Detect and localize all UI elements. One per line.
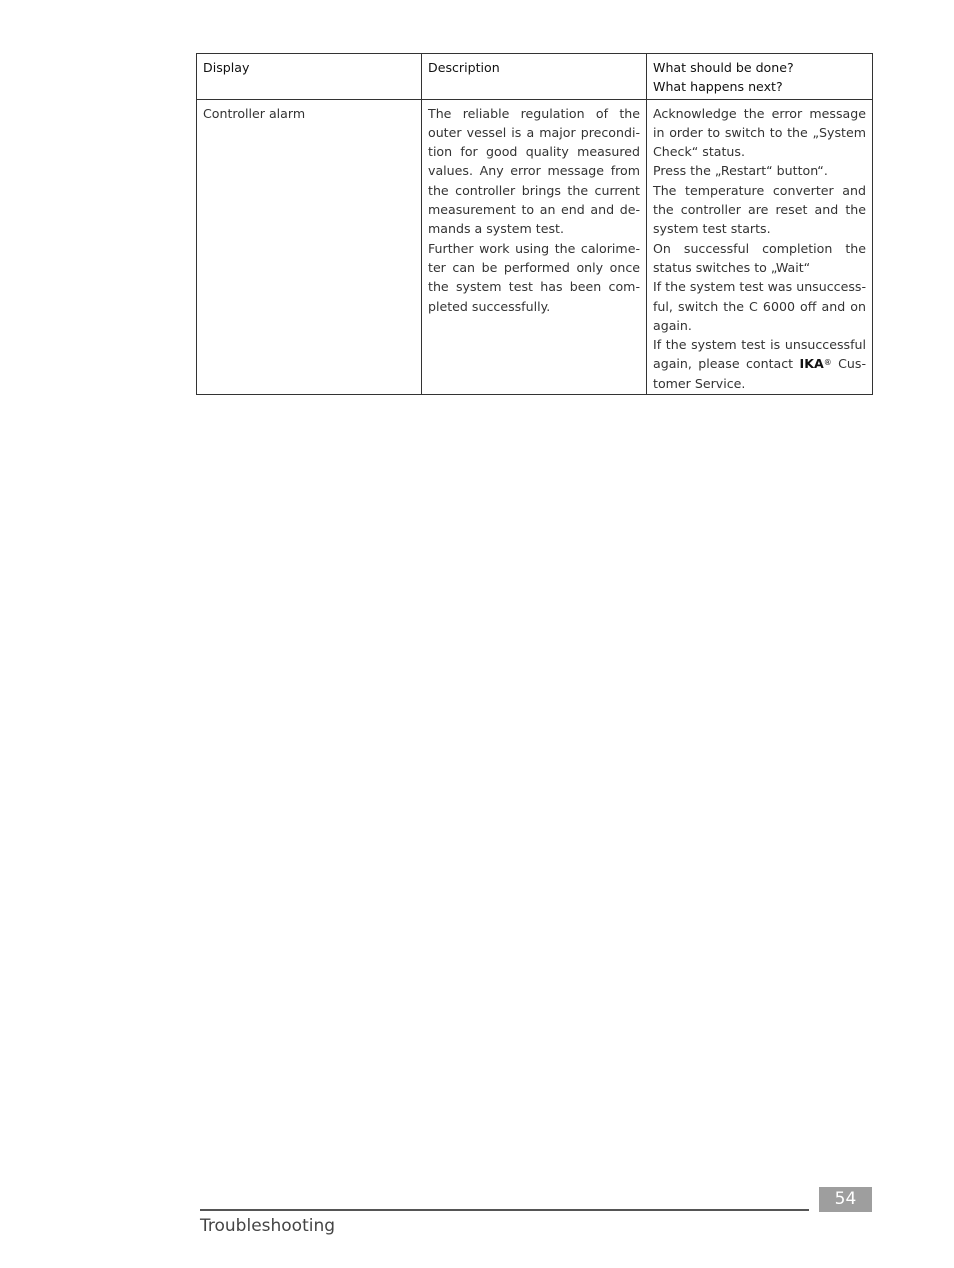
header-action xyxy=(647,54,873,100)
action-line: ful, switch the C 6000 off and on xyxy=(653,298,866,314)
header-description: Description xyxy=(422,54,647,100)
action-line: Press the „Restart“ button“. xyxy=(653,163,828,179)
description-line: the system test has been com- xyxy=(428,279,640,295)
action-line: status switches to „Wait“ xyxy=(653,259,811,275)
action-line: system test starts. xyxy=(653,221,771,237)
registered-mark: ® xyxy=(823,358,832,368)
description-line: The reliable regulation of the xyxy=(428,105,640,121)
description-line: values. Any error message from xyxy=(428,163,640,179)
action-line: the controller are reset and the xyxy=(653,202,866,218)
action-line: in order to switch to the „System xyxy=(653,124,866,140)
action-line: If the system test was unsuccess- xyxy=(653,279,866,295)
table-header-row xyxy=(197,54,873,100)
cell-description xyxy=(422,99,647,394)
troubleshooting-table xyxy=(196,53,873,395)
description-line: outer vessel is a major precondi- xyxy=(428,124,640,140)
footer-divider xyxy=(200,1209,809,1211)
header-action-line-1: What should be done? xyxy=(653,60,794,75)
cell-action xyxy=(647,99,873,394)
description-line: ter can be performed only once xyxy=(428,259,640,275)
description-line: the controller brings the current xyxy=(428,182,640,198)
contact-prefix: again, please contact xyxy=(653,356,800,372)
action-line: Acknowledge the error message xyxy=(653,105,866,121)
footer-section-title: Troubleshooting xyxy=(200,1216,336,1236)
description-line: mands a system test. xyxy=(428,221,564,237)
header-action-line-2: What happens next? xyxy=(653,79,783,95)
contact-suffix: Cus- xyxy=(831,356,866,372)
description-line: Further work using the calorime- xyxy=(428,240,640,256)
table-row xyxy=(197,99,873,394)
cell-display: Controller alarm xyxy=(197,99,422,394)
page-number: 54 xyxy=(819,1187,872,1212)
brand-name xyxy=(800,356,832,371)
action-line: tomer Service. xyxy=(653,375,746,391)
description-line: measurement to an end and de- xyxy=(428,202,640,218)
action-line: again. xyxy=(653,317,692,333)
action-contact-line xyxy=(653,354,866,373)
action-line: Check“ status. xyxy=(653,144,745,160)
description-line: tion for good quality measured xyxy=(428,144,640,160)
action-line: If the system test is unsuccessful xyxy=(653,337,866,353)
description-line: pleted successfully. xyxy=(428,298,551,314)
action-line: The temperature converter and xyxy=(653,182,866,198)
action-line: On successful completion the xyxy=(653,240,866,256)
brand-text: IKA xyxy=(799,356,824,372)
header-display: Display xyxy=(197,54,422,100)
